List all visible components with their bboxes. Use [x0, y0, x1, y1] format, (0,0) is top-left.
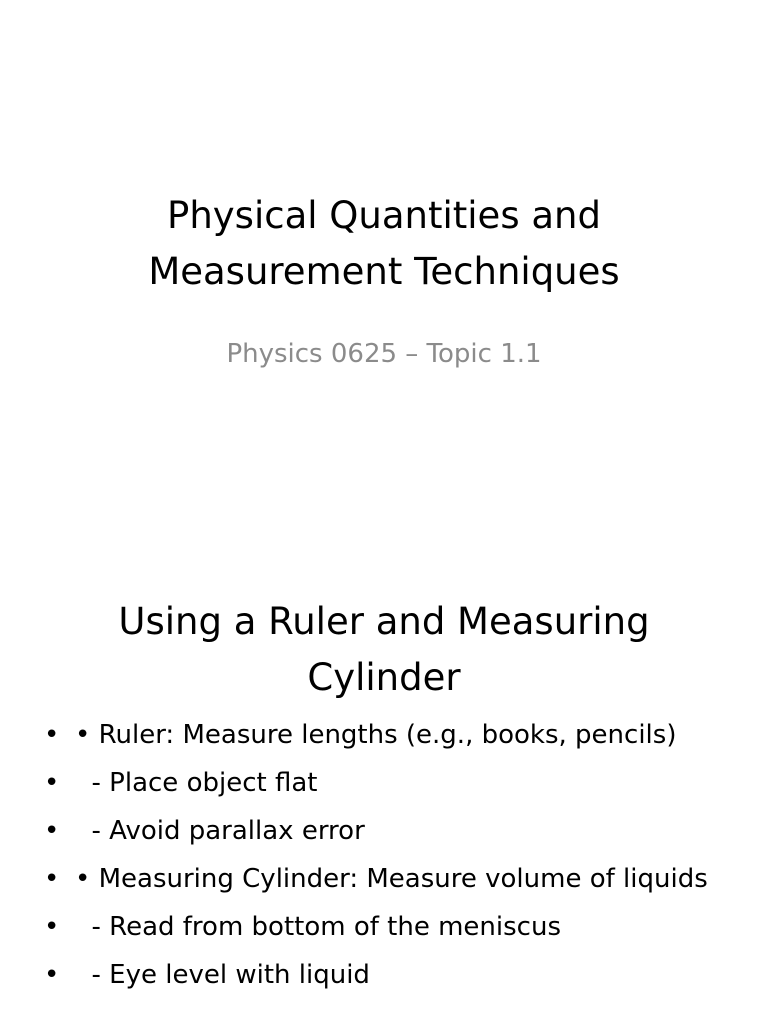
list-item	[40, 716, 730, 754]
list-item	[40, 860, 730, 898]
section-title-line-2: Cylinder	[307, 656, 461, 699]
slide-title-line-1: Physical Quantities and	[167, 194, 601, 237]
list-item	[40, 812, 730, 850]
bullet-list	[40, 716, 730, 1004]
slide-subtitle: Physics 0625 – Topic 1.1	[226, 339, 542, 369]
content-slide	[0, 576, 768, 1024]
list-item-text: - Read from bottom of the meniscus	[75, 912, 561, 942]
bullet-marker: •	[44, 960, 60, 990]
bullet-marker: •	[44, 912, 60, 942]
list-item-text: • Measuring Cylinder: Measure volume of liquids	[75, 864, 708, 894]
slide-title	[40, 188, 728, 300]
slide-title-line-2: Measurement Techniques	[148, 250, 620, 293]
bullet-marker: •	[44, 864, 60, 894]
list-item	[40, 908, 730, 946]
section-title-line-1: Using a Ruler and Measuring	[118, 600, 650, 643]
list-item	[40, 956, 730, 994]
list-item-text: - Avoid parallax error	[75, 816, 365, 846]
list-item-text: - Place object flat	[75, 768, 318, 798]
section-title	[40, 594, 728, 706]
list-item	[40, 764, 730, 802]
bullet-marker: •	[44, 720, 60, 750]
list-item-text: - Eye level with liquid	[75, 960, 370, 990]
bullet-marker: •	[44, 816, 60, 846]
list-item-text: • Ruler: Measure lengths (e.g., books, pencils)	[75, 720, 677, 750]
bullet-marker: •	[44, 768, 60, 798]
